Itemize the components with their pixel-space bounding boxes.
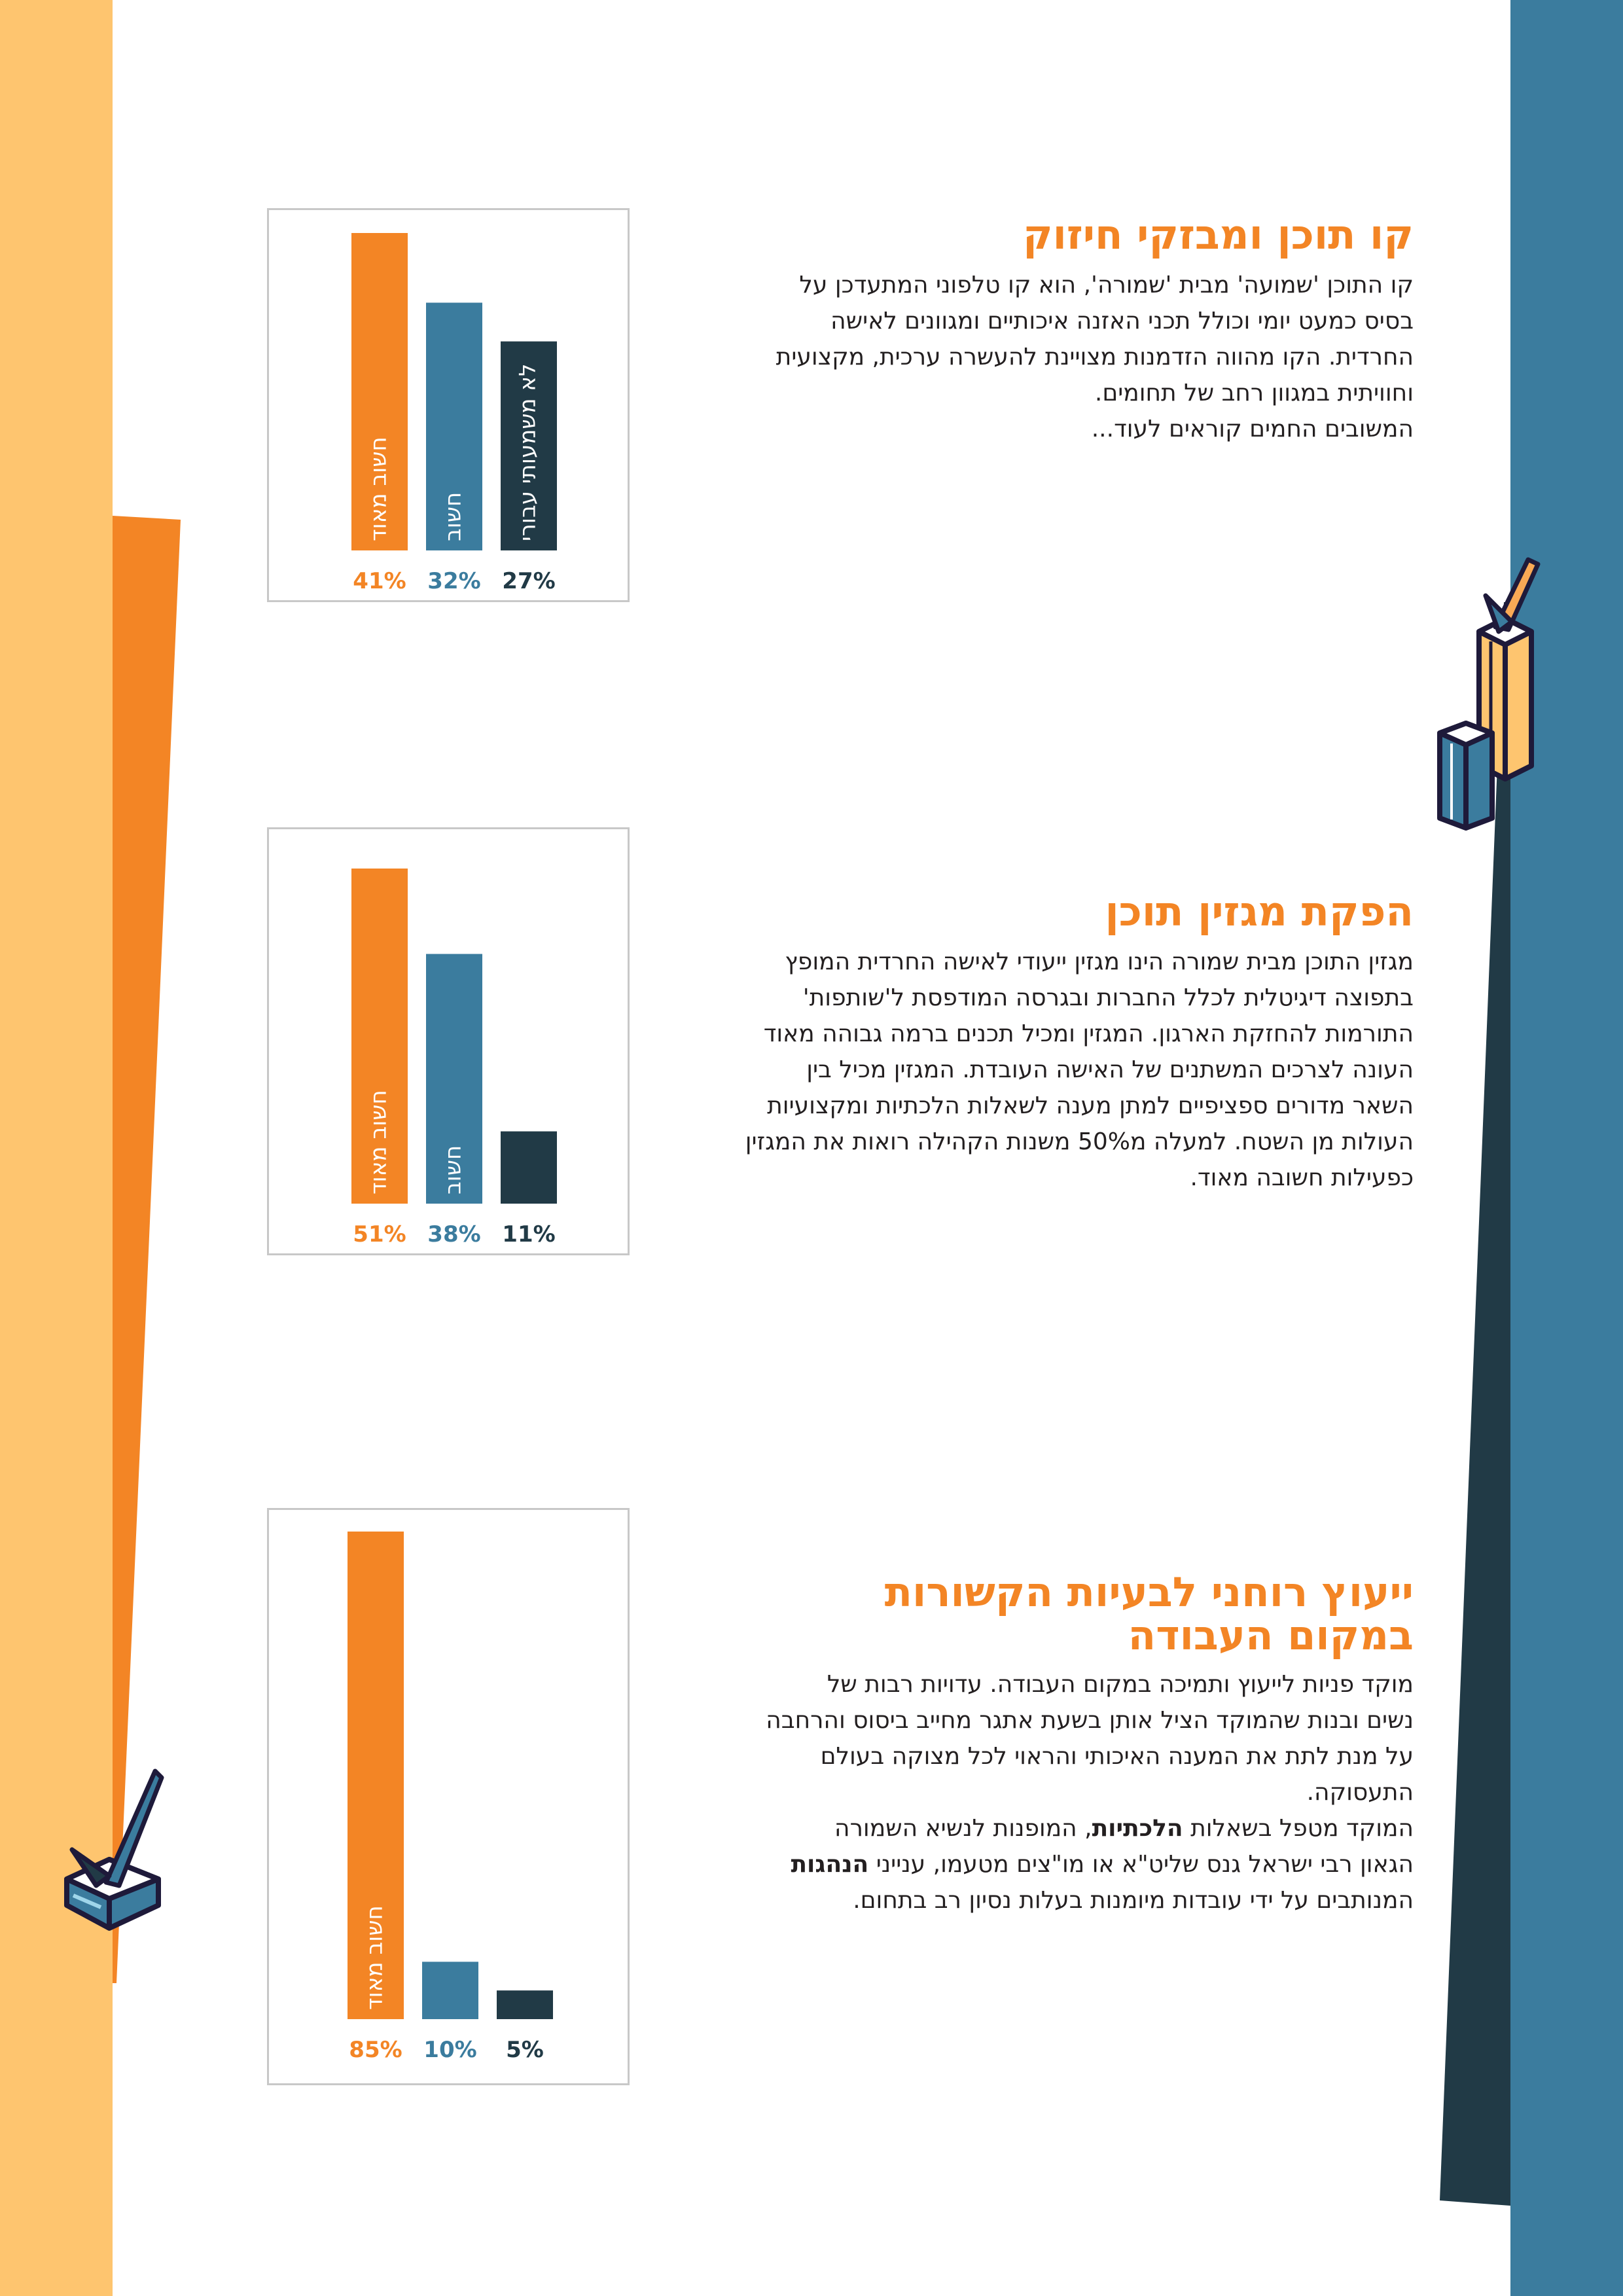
- body-line: התורמות להחזקת הארגון. המגזין ומכיל תכנים ברמה גבוהה מאוד: [763, 1020, 1414, 1047]
- value-label: 38%: [427, 1221, 481, 1247]
- text-run: הגאון רבי ישראל גנס שליט"א או מו"צים מטעמו, ענייני: [868, 1851, 1414, 1878]
- body-line: המנותבים על ידי עובדות מיומנות בעלות נסיון רב בתחום.: [853, 1887, 1414, 1914]
- section-title: קו תוכן ומבזקי חיזוק: [1022, 211, 1414, 259]
- value-label: 11%: [502, 1221, 556, 1247]
- body-line: נשים ובנות שהמוקד הציל אותן בשעת אתגר מחייב ביסוס והרחבה: [766, 1707, 1414, 1734]
- chart-importance-content-line: [267, 208, 630, 602]
- body-line: מגזין התוכן מבית שמורה הינו מגזין ייעודי לאישה החרדית המופץ: [785, 948, 1414, 975]
- body-line: [628, 1810, 1414, 1846]
- body-line: וחוויתית במגוון רחב של תחומים.: [1094, 380, 1414, 406]
- left-orange-shard: [0, 0, 183, 2296]
- ballot-box-illustration-left: [60, 1765, 171, 1935]
- bar-label: חשוב: [440, 492, 467, 541]
- value-label: 85%: [349, 2037, 402, 2063]
- right-blue-band: [1510, 0, 1623, 2296]
- section-title-line: ייעוץ רוחני לבעיות הקשורות: [884, 1568, 1414, 1616]
- body-line: בסיס כמעט יומי וכולל תכני האזנה איכותיים ומגוונים לאישה: [830, 308, 1414, 334]
- body-line: התעסוקה.: [1306, 1779, 1414, 1806]
- bar-label: חשוב מאוד: [361, 1905, 388, 2010]
- bar-label: חשוב מאוד: [365, 1090, 392, 1194]
- body-line: המשובים החמים קוראים לעוד...: [1091, 416, 1414, 442]
- body-line: כפעילות חשובה מאוד.: [1190, 1164, 1414, 1191]
- bar-2: [422, 1962, 478, 2019]
- section-counseling: [628, 1568, 1414, 1918]
- section-body: [628, 1666, 1414, 1918]
- text-run: , המופנות לנשיא השמורה: [834, 1815, 1092, 1842]
- section-magazine: [628, 890, 1414, 1196]
- section-body: [628, 267, 1414, 447]
- section-title: [628, 1568, 1414, 1659]
- ballot-box-illustration-right: [1433, 550, 1564, 831]
- value-label: 51%: [353, 1221, 406, 1247]
- section-content-line: [628, 213, 1414, 447]
- chart-importance-magazine: [267, 827, 630, 1255]
- section-title-line: במקום העבודה: [1128, 1611, 1414, 1659]
- value-label: 27%: [502, 568, 556, 594]
- body-line: השאר מדורים ספציפיים למתן מענה לשאלות הלכתיות ומקצועיות: [767, 1092, 1414, 1119]
- body-line: [628, 1846, 1414, 1882]
- body-line: על מנת לתת את המענה האיכותי והראוי לכל מצוקה בעולם: [820, 1743, 1414, 1770]
- body-line: מוקד פניות לייעוץ ותמיכה במקום העבודה. עדויות רבות של: [827, 1671, 1414, 1698]
- bar-label: חשוב: [440, 1145, 467, 1194]
- value-label: 10%: [423, 2037, 477, 2063]
- bold-text: הלכתיות: [1092, 1815, 1183, 1842]
- bar-3: [497, 1990, 553, 2019]
- body-line: בתפוצה דיגיטלית לכלל החברות ובגרסה המודפסת ל'שותפות': [802, 984, 1414, 1011]
- text-run: המוקד מטפל בשאלות: [1183, 1815, 1414, 1842]
- bar-3: [501, 1132, 557, 1204]
- body-line: החרדית. הקו מהווה הזדמנות מצויינת להעשרה ערכית, מקצועית: [776, 344, 1414, 370]
- body-line: קו התוכן 'שמועה' מבית 'שמורה', הוא קו טלפוני המתעדכן על: [799, 272, 1414, 298]
- bar-label: חשוב מאוד: [365, 437, 392, 541]
- bold-text: הנהגות: [791, 1851, 869, 1878]
- section-body: [628, 944, 1414, 1196]
- chart-importance-counseling: [267, 1508, 630, 2085]
- body-line: העולות מן השטח. למעלה מ50% משנות הקהילה רואות את המגזין: [745, 1128, 1414, 1155]
- body-line: העונה לצרכים המשתנים של האישה העובדת. המגזין מכיל בין: [806, 1056, 1414, 1083]
- value-label: 41%: [353, 568, 406, 594]
- right-navy-shard: [1427, 0, 1512, 2296]
- bar-label: לא משמעותי עבורי: [514, 363, 541, 541]
- value-label: 5%: [506, 2037, 544, 2063]
- value-label: 32%: [427, 568, 481, 594]
- section-title: הפקת מגזין תוכן: [1105, 888, 1414, 935]
